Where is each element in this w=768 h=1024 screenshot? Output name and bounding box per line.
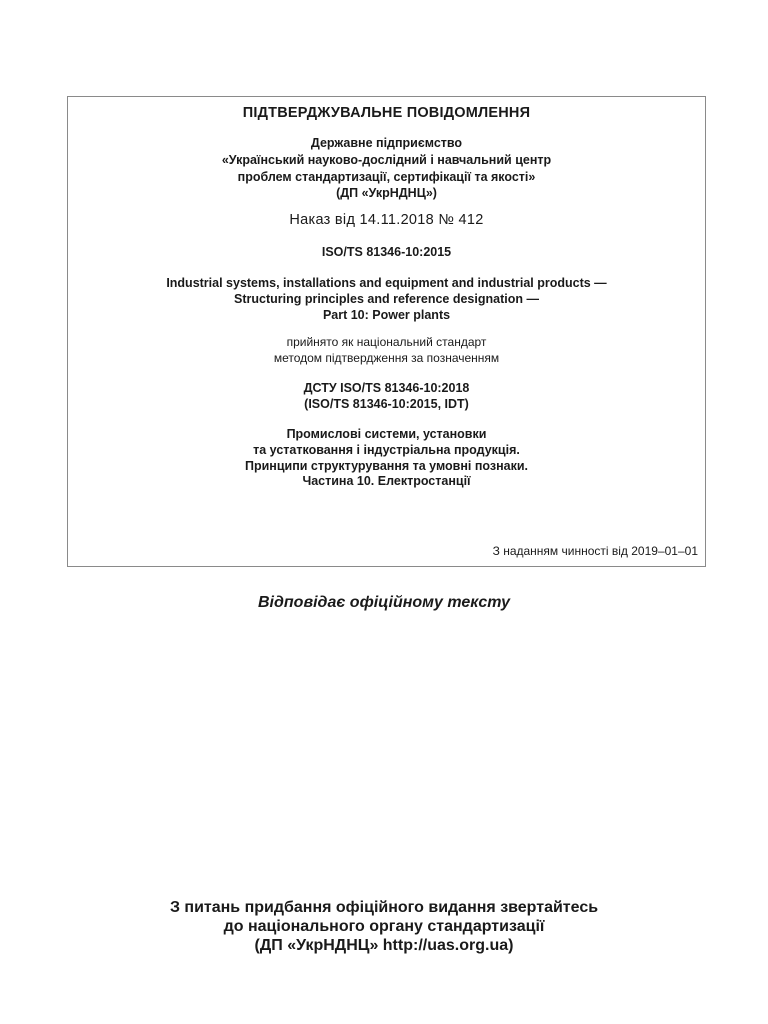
english-title-line: Part 10: Power plants bbox=[322, 308, 451, 322]
iso-code: ISO/TS 81346-10:2015 bbox=[321, 245, 452, 259]
english-title-line: Industrial systems, installations and equipment and industrial products — bbox=[166, 276, 607, 290]
ukrainian-title-line: та устатковання і індустріальна продукція. bbox=[253, 443, 520, 457]
ukrainian-title-line: Частина 10. Електростанції bbox=[302, 474, 471, 488]
organization-line: проблем стандартизації, сертифікації та якості» bbox=[237, 170, 536, 184]
organization-line: Державне підприємство bbox=[310, 136, 463, 150]
official-text-note: Відповідає офіційному тексту bbox=[258, 594, 510, 611]
order-reference: Наказ від 14.11.2018 № 412 bbox=[289, 212, 484, 228]
national-code-line: ДСТУ ISO/TS 81346-10:2018 bbox=[303, 381, 470, 395]
purchase-info-line: З питань придбання офіційного видання звертайтесь bbox=[169, 899, 599, 916]
adoption-line: методом підтвердження за позначенням bbox=[273, 351, 500, 365]
adoption-line: прийнято як національний стандарт bbox=[286, 335, 487, 349]
organization-line: (ДП «УкрНДНЦ») bbox=[336, 186, 437, 200]
ukrainian-title-line: Принципи структурування та умовні познаки. bbox=[244, 459, 529, 473]
purchase-info bbox=[0, 898, 768, 955]
notice-title: ПІДТВЕРДЖУВАЛЬНЕ ПОВІДОМЛЕННЯ bbox=[242, 105, 531, 121]
purchase-info-line: (ДП «УкрНДНЦ» http://uas.org.ua) bbox=[254, 937, 514, 954]
organization-line: «Український науково-дослідний і навчальний центр bbox=[221, 153, 552, 167]
purchase-info-line: до національного органу стандартизації bbox=[223, 918, 545, 935]
english-title-line: Structuring principles and reference designation — bbox=[234, 292, 539, 306]
ukrainian-title-line: Промислові системи, установки bbox=[286, 427, 487, 441]
national-code-line: (ISO/TS 81346-10:2015, IDT) bbox=[304, 397, 469, 411]
confirmation-notice-box bbox=[67, 96, 706, 567]
effective-date: З наданням чинності від 2019–01–01 bbox=[492, 544, 698, 558]
